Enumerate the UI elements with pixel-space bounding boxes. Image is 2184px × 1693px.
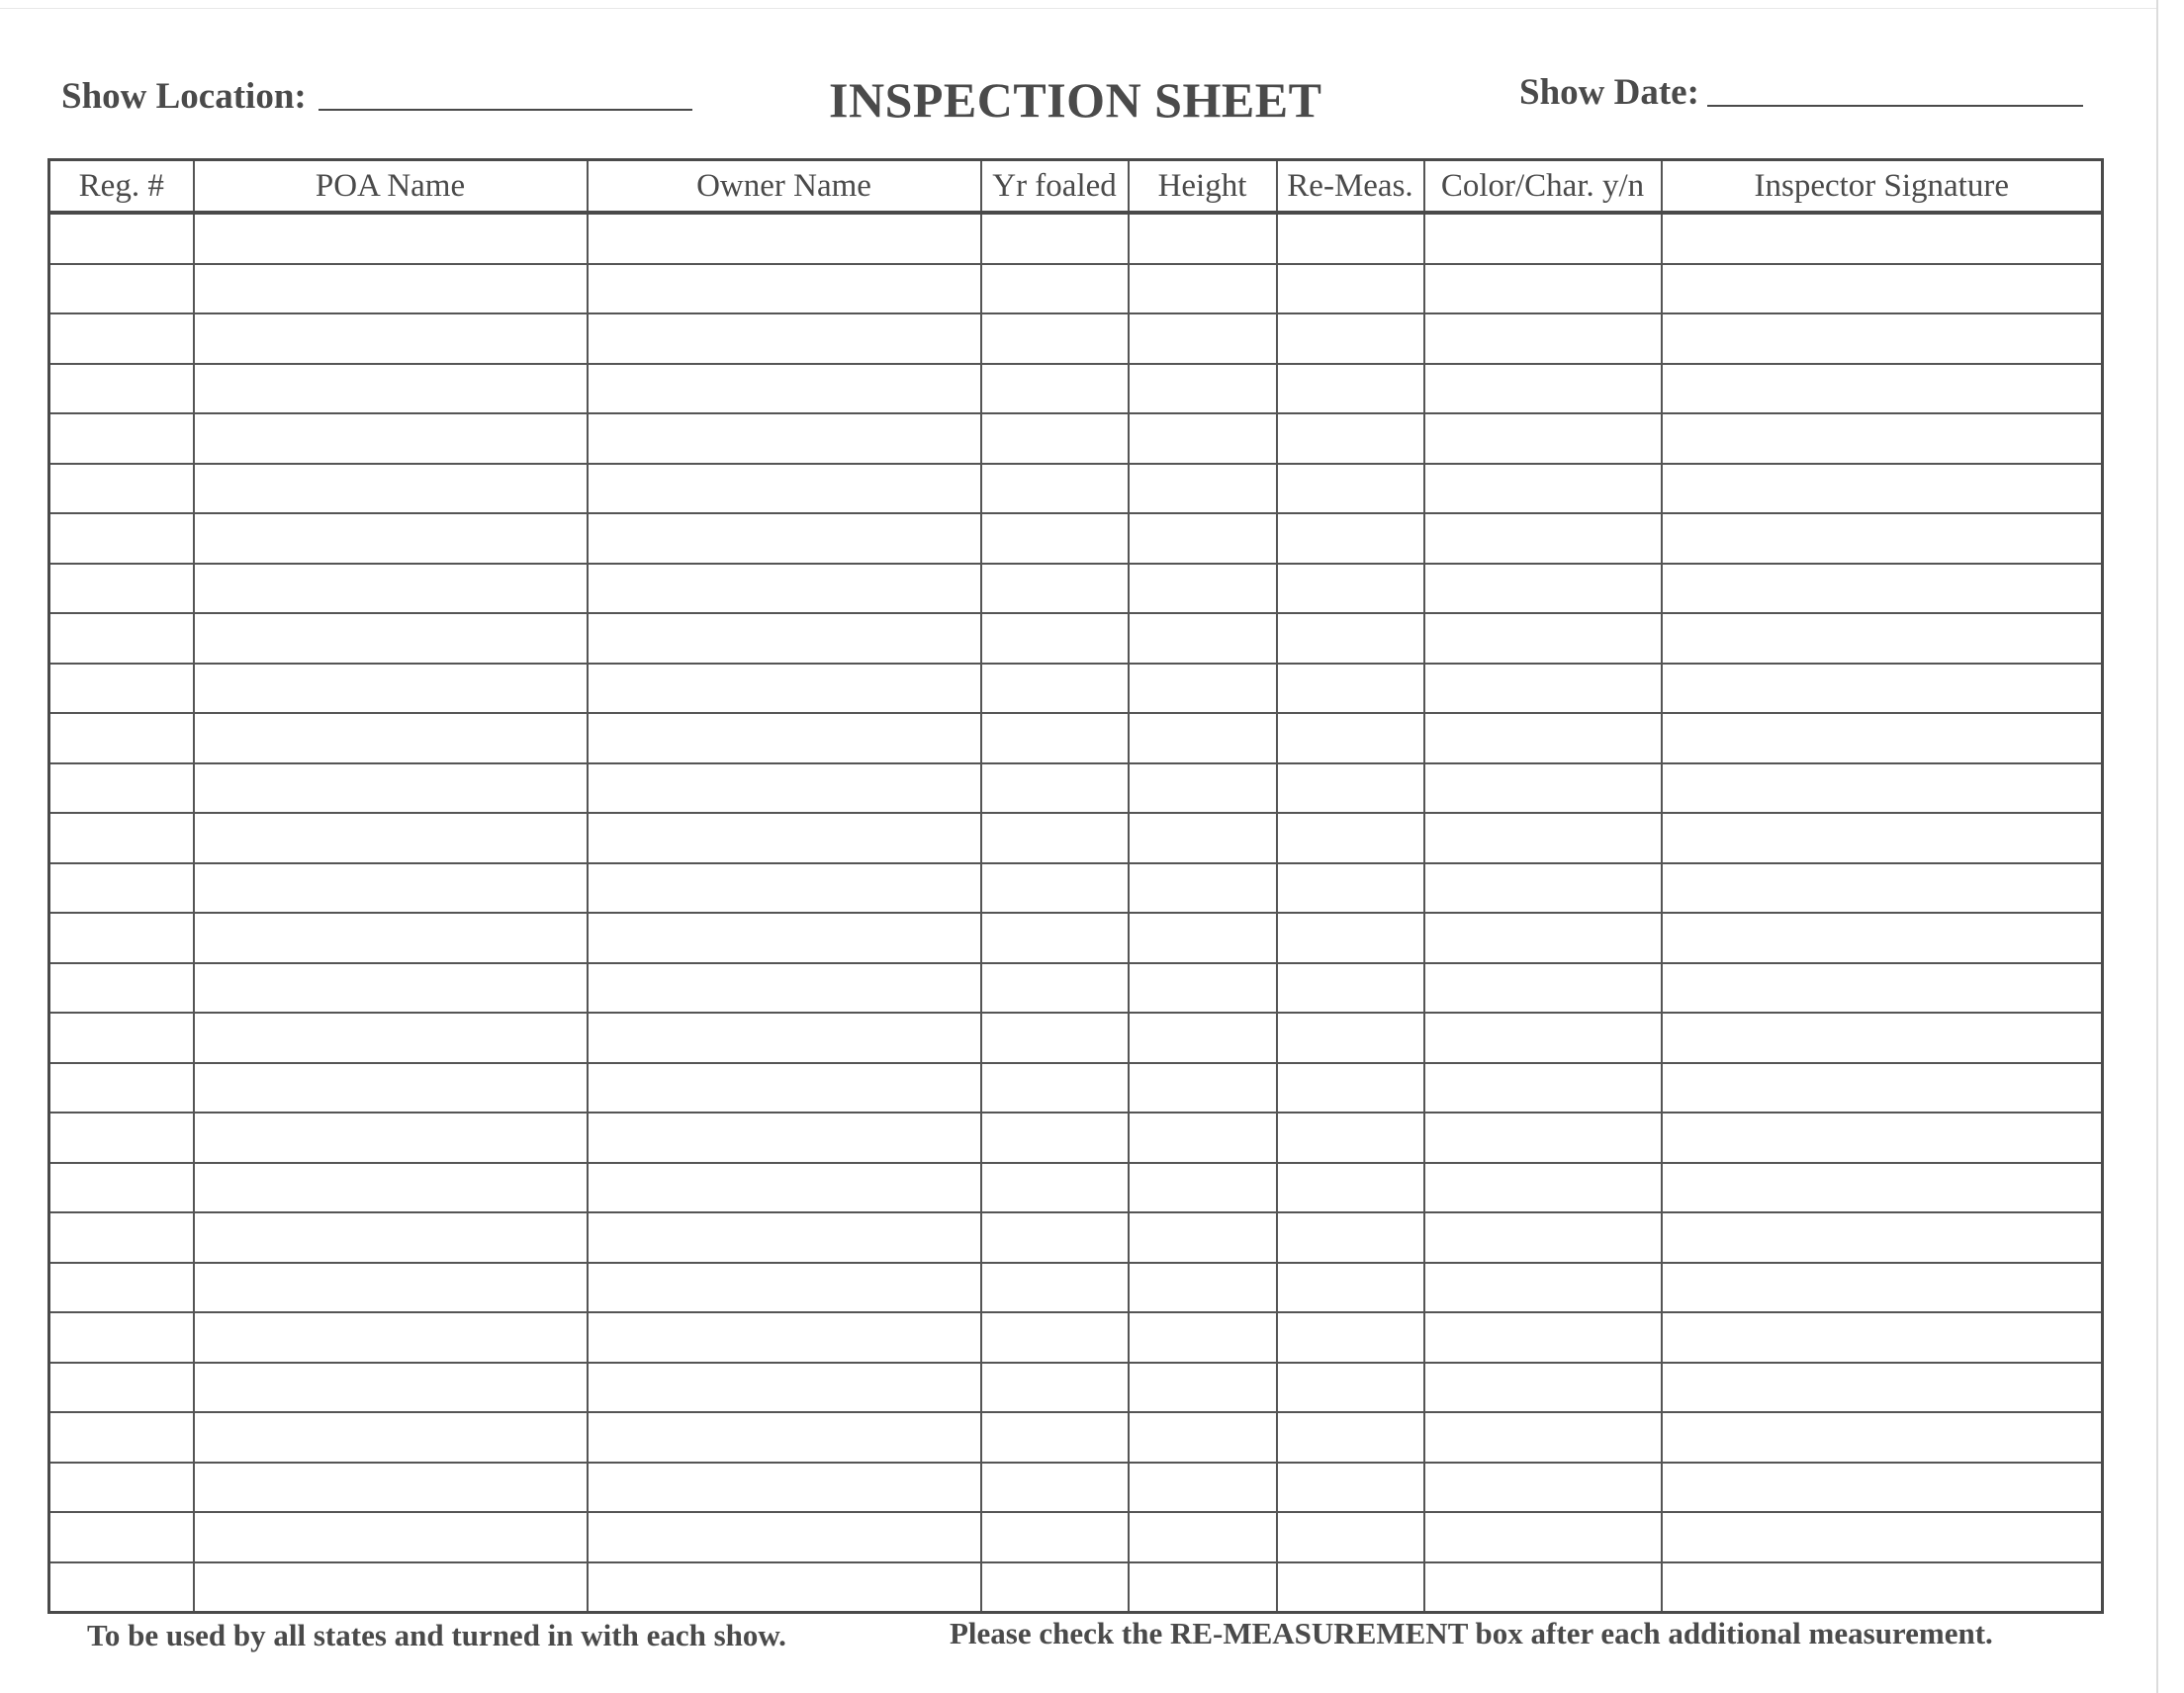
- table-row: [49, 1163, 2103, 1213]
- cell-reg[interactable]: [49, 963, 194, 1014]
- cell-reg[interactable]: [49, 1212, 194, 1263]
- cell-color-char[interactable]: [1424, 1512, 1662, 1562]
- cell-height[interactable]: [1129, 664, 1277, 714]
- cell-yr-foaled[interactable]: [981, 464, 1129, 514]
- inspection-table: [47, 158, 2104, 1614]
- table-row: [49, 1212, 2103, 1263]
- cell-owner-name[interactable]: [588, 364, 981, 414]
- cell-color-char[interactable]: [1424, 863, 1662, 914]
- page-title: INSPECTION SHEET: [829, 72, 1322, 128]
- cell-owner-name[interactable]: [588, 413, 981, 464]
- cell-inspector-signature[interactable]: [1662, 1512, 2103, 1562]
- cell-reg[interactable]: [49, 813, 194, 863]
- cell-inspector-signature[interactable]: [1662, 313, 2103, 364]
- table-row: [49, 713, 2103, 763]
- cell-color-char[interactable]: [1424, 464, 1662, 514]
- cell-height[interactable]: [1129, 264, 1277, 314]
- cell-poa-name[interactable]: [194, 1463, 588, 1513]
- cell-inspector-signature[interactable]: [1662, 1212, 2103, 1263]
- cell-color-char[interactable]: [1424, 1312, 1662, 1363]
- cell-re-meas[interactable]: [1277, 1263, 1424, 1313]
- cell-color-char[interactable]: [1424, 513, 1662, 564]
- cell-height[interactable]: [1129, 564, 1277, 614]
- cell-height[interactable]: [1129, 1063, 1277, 1114]
- cell-yr-foaled[interactable]: [981, 1562, 1129, 1613]
- cell-re-meas[interactable]: [1277, 1063, 1424, 1114]
- cell-color-char[interactable]: [1424, 1013, 1662, 1063]
- table-row: [49, 364, 2103, 414]
- cell-re-meas[interactable]: [1277, 213, 1424, 264]
- cell-height[interactable]: [1129, 213, 1277, 264]
- cell-re-meas[interactable]: [1277, 313, 1424, 364]
- cell-inspector-signature[interactable]: [1662, 513, 2103, 564]
- cell-reg[interactable]: [49, 664, 194, 714]
- cell-height[interactable]: [1129, 1562, 1277, 1613]
- column-header-re-meas: Re-Meas.: [1277, 160, 1424, 214]
- cell-yr-foaled[interactable]: [981, 863, 1129, 914]
- cell-poa-name[interactable]: [194, 1363, 588, 1413]
- cell-poa-name[interactable]: [194, 664, 588, 714]
- cell-re-meas[interactable]: [1277, 1512, 1424, 1562]
- cell-yr-foaled[interactable]: [981, 1512, 1129, 1562]
- cell-color-char[interactable]: [1424, 364, 1662, 414]
- cell-inspector-signature[interactable]: [1662, 1263, 2103, 1313]
- cell-color-char[interactable]: [1424, 1212, 1662, 1263]
- cell-inspector-signature[interactable]: [1662, 413, 2103, 464]
- cell-inspector-signature[interactable]: [1662, 213, 2103, 264]
- cell-color-char[interactable]: [1424, 1263, 1662, 1313]
- sheet-header: [0, 59, 2184, 138]
- cell-owner-name[interactable]: [588, 1412, 981, 1463]
- cell-color-char[interactable]: [1424, 963, 1662, 1014]
- table-row: [49, 763, 2103, 814]
- cell-yr-foaled[interactable]: [981, 264, 1129, 314]
- cell-poa-name[interactable]: [194, 1512, 588, 1562]
- cell-color-char[interactable]: [1424, 1113, 1662, 1163]
- cell-owner-name[interactable]: [588, 1562, 981, 1613]
- cell-owner-name[interactable]: [588, 713, 981, 763]
- cell-inspector-signature[interactable]: [1662, 1463, 2103, 1513]
- cell-owner-name[interactable]: [588, 264, 981, 314]
- cell-re-meas[interactable]: [1277, 464, 1424, 514]
- cell-yr-foaled[interactable]: [981, 1212, 1129, 1263]
- cell-yr-foaled[interactable]: [981, 213, 1129, 264]
- cell-poa-name[interactable]: [194, 713, 588, 763]
- cell-poa-name[interactable]: [194, 913, 588, 963]
- cell-color-char[interactable]: [1424, 1163, 1662, 1213]
- cell-reg[interactable]: [49, 913, 194, 963]
- cell-inspector-signature[interactable]: [1662, 464, 2103, 514]
- column-header-height: Height: [1129, 160, 1277, 214]
- cell-reg[interactable]: [49, 613, 194, 664]
- cell-owner-name[interactable]: [588, 863, 981, 914]
- cell-owner-name[interactable]: [588, 913, 981, 963]
- table-row: [49, 1463, 2103, 1513]
- cell-re-meas[interactable]: [1277, 1163, 1424, 1213]
- cell-height[interactable]: [1129, 1113, 1277, 1163]
- cell-reg[interactable]: [49, 1512, 194, 1562]
- cell-owner-name[interactable]: [588, 1363, 981, 1413]
- cell-poa-name[interactable]: [194, 313, 588, 364]
- cell-height[interactable]: [1129, 1263, 1277, 1313]
- cell-reg[interactable]: [49, 213, 194, 264]
- table-row: [49, 863, 2103, 914]
- cell-re-meas[interactable]: [1277, 1463, 1424, 1513]
- cell-owner-name[interactable]: [588, 664, 981, 714]
- table-row: [49, 1562, 2103, 1613]
- cell-yr-foaled[interactable]: [981, 1312, 1129, 1363]
- table-row: [49, 1013, 2103, 1063]
- cell-color-char[interactable]: [1424, 1412, 1662, 1463]
- cell-poa-name[interactable]: [194, 464, 588, 514]
- cell-inspector-signature[interactable]: [1662, 1412, 2103, 1463]
- cell-inspector-signature[interactable]: [1662, 613, 2103, 664]
- cell-re-meas[interactable]: [1277, 1113, 1424, 1163]
- footer-note-left: To be used by all states and turned in with each show.: [87, 1618, 786, 1652]
- cell-color-char[interactable]: [1424, 1463, 1662, 1513]
- table-row: [49, 1512, 2103, 1562]
- cell-reg[interactable]: [49, 1412, 194, 1463]
- cell-owner-name[interactable]: [588, 464, 981, 514]
- cell-height[interactable]: [1129, 1312, 1277, 1363]
- cell-color-char[interactable]: [1424, 813, 1662, 863]
- cell-poa-name[interactable]: [194, 963, 588, 1014]
- cell-inspector-signature[interactable]: [1662, 564, 2103, 614]
- cell-poa-name[interactable]: [194, 364, 588, 414]
- cell-color-char[interactable]: [1424, 763, 1662, 814]
- cell-poa-name[interactable]: [194, 763, 588, 814]
- cell-inspector-signature[interactable]: [1662, 813, 2103, 863]
- table-row: [49, 1412, 2103, 1463]
- table-row: [49, 613, 2103, 664]
- cell-reg[interactable]: [49, 413, 194, 464]
- cell-poa-name[interactable]: [194, 1263, 588, 1313]
- cell-yr-foaled[interactable]: [981, 1412, 1129, 1463]
- cell-height[interactable]: [1129, 413, 1277, 464]
- cell-inspector-signature[interactable]: [1662, 1063, 2103, 1114]
- cell-reg[interactable]: [49, 863, 194, 914]
- footer-note-right: Please check the RE-MEASUREMENT box after each additional measurement.: [950, 1616, 1993, 1650]
- cell-height[interactable]: [1129, 613, 1277, 664]
- cell-owner-name[interactable]: [588, 1312, 981, 1363]
- cell-height[interactable]: [1129, 1163, 1277, 1213]
- cell-re-meas[interactable]: [1277, 613, 1424, 664]
- cell-inspector-signature[interactable]: [1662, 1113, 2103, 1163]
- cell-reg[interactable]: [49, 464, 194, 514]
- table-row: [49, 963, 2103, 1014]
- cell-poa-name[interactable]: [194, 264, 588, 314]
- cell-inspector-signature[interactable]: [1662, 713, 2103, 763]
- cell-height[interactable]: [1129, 513, 1277, 564]
- table-row: [49, 1363, 2103, 1413]
- cell-re-meas[interactable]: [1277, 913, 1424, 963]
- cell-inspector-signature[interactable]: [1662, 863, 2103, 914]
- cell-reg[interactable]: [49, 713, 194, 763]
- page-edge: [2156, 0, 2158, 1693]
- cell-inspector-signature[interactable]: [1662, 1363, 2103, 1413]
- cell-owner-name[interactable]: [588, 1163, 981, 1213]
- cell-re-meas[interactable]: [1277, 713, 1424, 763]
- cell-color-char[interactable]: [1424, 1063, 1662, 1114]
- cell-poa-name[interactable]: [194, 1063, 588, 1114]
- cell-inspector-signature[interactable]: [1662, 963, 2103, 1014]
- cell-reg[interactable]: [49, 763, 194, 814]
- cell-owner-name[interactable]: [588, 1463, 981, 1513]
- table-row: [49, 913, 2103, 963]
- show-location-label: Show Location:: [61, 76, 307, 117]
- cell-re-meas[interactable]: [1277, 1412, 1424, 1463]
- cell-owner-name[interactable]: [588, 813, 981, 863]
- cell-yr-foaled[interactable]: [981, 513, 1129, 564]
- cell-height[interactable]: [1129, 813, 1277, 863]
- cell-height[interactable]: [1129, 763, 1277, 814]
- cell-poa-name[interactable]: [194, 1163, 588, 1213]
- cell-re-meas[interactable]: [1277, 963, 1424, 1014]
- cell-yr-foaled[interactable]: [981, 763, 1129, 814]
- table-header-row: [49, 160, 2103, 214]
- cell-re-meas[interactable]: [1277, 664, 1424, 714]
- column-header-inspector-signature: Inspector Signature: [1662, 160, 2103, 214]
- cell-reg[interactable]: [49, 1113, 194, 1163]
- cell-inspector-signature[interactable]: [1662, 1013, 2103, 1063]
- cell-owner-name[interactable]: [588, 1263, 981, 1313]
- table-row: [49, 1312, 2103, 1363]
- cell-reg[interactable]: [49, 1013, 194, 1063]
- cell-height[interactable]: [1129, 963, 1277, 1014]
- cell-re-meas[interactable]: [1277, 513, 1424, 564]
- cell-re-meas[interactable]: [1277, 1212, 1424, 1263]
- cell-inspector-signature[interactable]: [1662, 364, 2103, 414]
- cell-inspector-signature[interactable]: [1662, 264, 2103, 314]
- table-row: [49, 264, 2103, 314]
- cell-poa-name[interactable]: [194, 564, 588, 614]
- cell-owner-name[interactable]: [588, 513, 981, 564]
- cell-inspector-signature[interactable]: [1662, 913, 2103, 963]
- cell-poa-name[interactable]: [194, 413, 588, 464]
- cell-color-char[interactable]: [1424, 213, 1662, 264]
- cell-height[interactable]: [1129, 464, 1277, 514]
- column-header-color-char: Color/Char. y/n: [1424, 160, 1662, 214]
- cell-color-char[interactable]: [1424, 313, 1662, 364]
- show-location-field[interactable]: [318, 109, 692, 111]
- cell-poa-name[interactable]: [194, 863, 588, 914]
- cell-height[interactable]: [1129, 313, 1277, 364]
- cell-poa-name[interactable]: [194, 1312, 588, 1363]
- cell-re-meas[interactable]: [1277, 1312, 1424, 1363]
- cell-poa-name[interactable]: [194, 213, 588, 264]
- cell-re-meas[interactable]: [1277, 264, 1424, 314]
- cell-owner-name[interactable]: [588, 1512, 981, 1562]
- table-row: [49, 313, 2103, 364]
- cell-inspector-signature[interactable]: [1662, 1163, 2103, 1213]
- cell-color-char[interactable]: [1424, 913, 1662, 963]
- cell-height[interactable]: [1129, 1463, 1277, 1513]
- cell-reg[interactable]: [49, 564, 194, 614]
- cell-reg[interactable]: [49, 1562, 194, 1613]
- cell-yr-foaled[interactable]: [981, 813, 1129, 863]
- column-header-owner-name: Owner Name: [588, 160, 981, 214]
- cell-color-char[interactable]: [1424, 564, 1662, 614]
- cell-re-meas[interactable]: [1277, 1013, 1424, 1063]
- column-header-poa-name: POA Name: [194, 160, 588, 214]
- column-header-reg: Reg. #: [49, 160, 194, 214]
- cell-color-char[interactable]: [1424, 713, 1662, 763]
- table-row: [49, 564, 2103, 614]
- cell-yr-foaled[interactable]: [981, 364, 1129, 414]
- cell-inspector-signature[interactable]: [1662, 1562, 2103, 1613]
- cell-yr-foaled[interactable]: [981, 1363, 1129, 1413]
- cell-height[interactable]: [1129, 1363, 1277, 1413]
- cell-reg[interactable]: [49, 513, 194, 564]
- cell-poa-name[interactable]: [194, 1562, 588, 1613]
- cell-re-meas[interactable]: [1277, 1363, 1424, 1413]
- cell-height[interactable]: [1129, 1512, 1277, 1562]
- cell-poa-name[interactable]: [194, 513, 588, 564]
- cell-height[interactable]: [1129, 1212, 1277, 1263]
- cell-reg[interactable]: [49, 1463, 194, 1513]
- cell-height[interactable]: [1129, 863, 1277, 914]
- cell-re-meas[interactable]: [1277, 364, 1424, 414]
- cell-yr-foaled[interactable]: [981, 913, 1129, 963]
- cell-reg[interactable]: [49, 1263, 194, 1313]
- cell-reg[interactable]: [49, 313, 194, 364]
- cell-yr-foaled[interactable]: [981, 664, 1129, 714]
- cell-height[interactable]: [1129, 1412, 1277, 1463]
- cell-color-char[interactable]: [1424, 413, 1662, 464]
- cell-yr-foaled[interactable]: [981, 1063, 1129, 1114]
- cell-re-meas[interactable]: [1277, 1562, 1424, 1613]
- cell-reg[interactable]: [49, 1163, 194, 1213]
- table-body: [49, 213, 2103, 1613]
- cell-inspector-signature[interactable]: [1662, 763, 2103, 814]
- cell-reg[interactable]: [49, 1312, 194, 1363]
- cell-yr-foaled[interactable]: [981, 1113, 1129, 1163]
- cell-owner-name[interactable]: [588, 1013, 981, 1063]
- cell-reg[interactable]: [49, 1063, 194, 1114]
- table-row: [49, 664, 2103, 714]
- cell-poa-name[interactable]: [194, 813, 588, 863]
- cell-owner-name[interactable]: [588, 613, 981, 664]
- cell-poa-name[interactable]: [194, 613, 588, 664]
- cell-reg[interactable]: [49, 364, 194, 414]
- cell-owner-name[interactable]: [588, 1063, 981, 1114]
- cell-owner-name[interactable]: [588, 213, 981, 264]
- cell-reg[interactable]: [49, 1363, 194, 1413]
- table-row: [49, 513, 2103, 564]
- cell-re-meas[interactable]: [1277, 564, 1424, 614]
- cell-yr-foaled[interactable]: [981, 313, 1129, 364]
- cell-re-meas[interactable]: [1277, 863, 1424, 914]
- cell-height[interactable]: [1129, 1013, 1277, 1063]
- table-row: [49, 464, 2103, 514]
- cell-color-char[interactable]: [1424, 664, 1662, 714]
- cell-re-meas[interactable]: [1277, 413, 1424, 464]
- cell-owner-name[interactable]: [588, 1212, 981, 1263]
- show-date-field[interactable]: [1707, 105, 2083, 107]
- table-row: [49, 413, 2103, 464]
- cell-color-char[interactable]: [1424, 1363, 1662, 1413]
- cell-yr-foaled[interactable]: [981, 1263, 1129, 1313]
- cell-owner-name[interactable]: [588, 1113, 981, 1163]
- cell-owner-name[interactable]: [588, 564, 981, 614]
- table-row: [49, 213, 2103, 264]
- cell-yr-foaled[interactable]: [981, 713, 1129, 763]
- cell-height[interactable]: [1129, 913, 1277, 963]
- cell-owner-name[interactable]: [588, 763, 981, 814]
- page-edge: [0, 8, 2156, 9]
- cell-yr-foaled[interactable]: [981, 1463, 1129, 1513]
- show-date-label: Show Date:: [1519, 72, 1699, 113]
- cell-owner-name[interactable]: [588, 313, 981, 364]
- cell-yr-foaled[interactable]: [981, 963, 1129, 1014]
- cell-re-meas[interactable]: [1277, 813, 1424, 863]
- cell-yr-foaled[interactable]: [981, 1163, 1129, 1213]
- table-row: [49, 1113, 2103, 1163]
- cell-reg[interactable]: [49, 264, 194, 314]
- cell-owner-name[interactable]: [588, 963, 981, 1014]
- cell-poa-name[interactable]: [194, 1212, 588, 1263]
- cell-inspector-signature[interactable]: [1662, 1312, 2103, 1363]
- column-header-yr-foaled: Yr foaled: [981, 160, 1129, 214]
- cell-height[interactable]: [1129, 364, 1277, 414]
- cell-re-meas[interactable]: [1277, 763, 1424, 814]
- table-row: [49, 1263, 2103, 1313]
- cell-yr-foaled[interactable]: [981, 613, 1129, 664]
- cell-poa-name[interactable]: [194, 1113, 588, 1163]
- cell-yr-foaled[interactable]: [981, 564, 1129, 614]
- cell-color-char[interactable]: [1424, 264, 1662, 314]
- table-row: [49, 813, 2103, 863]
- cell-poa-name[interactable]: [194, 1412, 588, 1463]
- cell-inspector-signature[interactable]: [1662, 664, 2103, 714]
- cell-height[interactable]: [1129, 713, 1277, 763]
- table-row: [49, 1063, 2103, 1114]
- cell-poa-name[interactable]: [194, 1013, 588, 1063]
- cell-color-char[interactable]: [1424, 1562, 1662, 1613]
- cell-yr-foaled[interactable]: [981, 413, 1129, 464]
- cell-color-char[interactable]: [1424, 613, 1662, 664]
- cell-yr-foaled[interactable]: [981, 1013, 1129, 1063]
